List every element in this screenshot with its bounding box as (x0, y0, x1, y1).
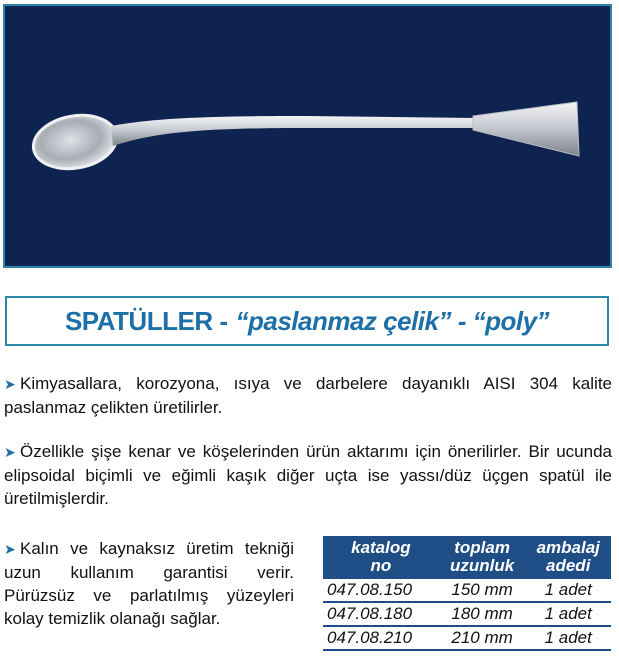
table-row (323, 579, 611, 602)
page-title (5, 296, 609, 346)
package-cell: 1 adet (525, 579, 611, 602)
paragraph-durability (4, 537, 294, 630)
header-line: ambalaj (536, 538, 600, 557)
paragraph-text: Kimyasallara, korozyona, ısıya ve darbelere dayanıklı AISI 304 kalite paslanmaz çelikten üretilirler. (4, 374, 612, 417)
paragraph-text: Kalın ve kaynaksız üretim tekniği uzun kullanım garantisi verir. Pürüzsüz ve parlatılmış yüzeyleri kolay temizlik olanağı sağlar. (4, 539, 294, 628)
header-total-length (439, 536, 526, 579)
header-line: toplam (454, 538, 510, 557)
length-cell: 210 mm (439, 626, 526, 650)
header-line: katalog (351, 538, 411, 557)
spatula-image (5, 6, 610, 266)
header-package-qty (525, 536, 611, 579)
product-photo (3, 4, 612, 268)
catalog-no-cell: 047.08.150 (323, 579, 439, 602)
chevron-right-icon: ➤ (4, 376, 16, 392)
package-cell: 1 adet (525, 602, 611, 626)
table-row (323, 626, 611, 650)
paragraph-text: Özellikle şişe kenar ve köşelerinden ürün aktarımı için önerilirler. Bir ucunda elipsoidal biçimli ve eğimli kaşık diğer uçta ise yassı/düz üçgen spatül ile üretilmişlerdir. (4, 442, 612, 508)
header-line: adedi (546, 556, 591, 575)
length-cell: 180 mm (439, 602, 526, 626)
paragraph-material (4, 372, 612, 419)
catalog-no-cell: 047.08.210 (323, 626, 439, 650)
table-row (323, 602, 611, 626)
table-header-row (323, 536, 611, 579)
chevron-right-icon: ➤ (4, 541, 16, 557)
header-line: uzunluk (449, 556, 515, 575)
chevron-right-icon: ➤ (4, 444, 16, 460)
package-cell: 1 adet (525, 626, 611, 650)
title-subtitle: “paslanmaz çelik” - “poly” (235, 305, 550, 336)
paragraph-usage (4, 440, 612, 510)
length-cell: 150 mm (439, 579, 526, 602)
catalog-no-cell: 047.08.180 (323, 602, 439, 626)
product-table (323, 536, 611, 651)
header-line: no (370, 556, 392, 575)
header-catalog-no (323, 536, 439, 579)
title-main: SPATÜLLER - (64, 305, 228, 336)
